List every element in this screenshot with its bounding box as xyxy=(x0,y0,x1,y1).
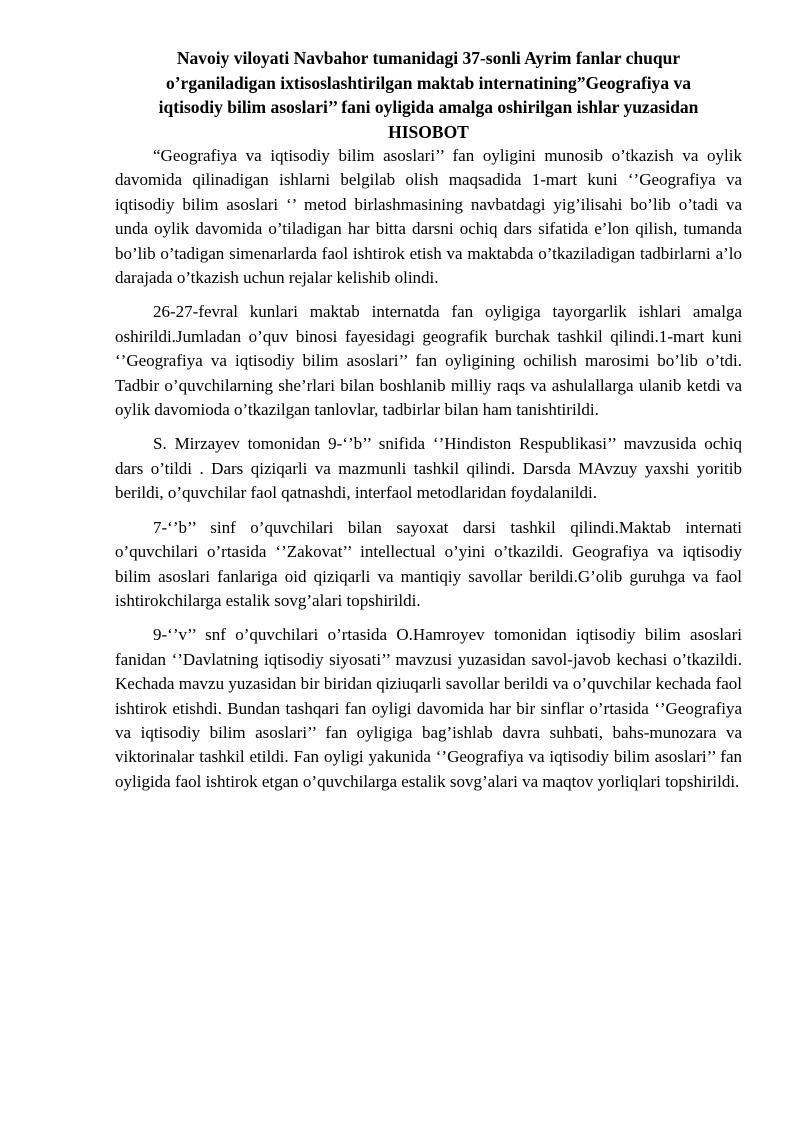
paragraph: S. Mirzayev tomonidan 9-‘’b’’ snifida ‘’Hindiston Respublikasi’’ mavzusida ochiq dars o’tildi . Dars qiziqarli va mazmunli tashkil qilindi. Darsda MAvzuy yaxshi yoritib berildi, o’quvchilar faol qatnashdi, interfaol metodlaridan foydalanildi. xyxy=(115,434,742,503)
document-body xyxy=(115,46,742,804)
title-line: o’rganiladigan ixtisoslashtirilgan maktab internatining”Geografiya va xyxy=(165,72,692,93)
paragraph: 9-‘’v’’ snf o’quvchilari o’rtasida O.Hamroyev tomonidan iqtisodiy bilim asoslari fanidan ‘’Davlatning iqtisodiy siyosati’’ mavzusi yuzasidan savol-javob kechasi o’tkazildi. Kechada mavzu yuzasidan bir biridan qiziuqarli savollar berildi va o’quvchilar kechada faol ishtirok etishdi. Bundan tashqari fan oyligi davomida har bir sinflar o’rtasida ‘’Geografiya va iqtisodiy bilim asoslari’’ fan oyligiga bag’ishlab davra suhbati, bahs-munozara va viktorinalar tashkil etildi. Fan oyligi yakunida ‘’Geografiya va iqtisodiy bilim asoslari’’ fan oyligida faol ishtirok etgan o’quvchilarga estalik sovg’alari va maqtov yorliqlari topshirildi. xyxy=(115,625,742,791)
paragraph: “Geografiya va iqtisodiy bilim asoslari’’ fan oyligini munosib o’tkazish va oylik davomida qilinadigan ishlarni belgilab olish maqsadida 1-mart kuni ‘’Geografiya va iqtisodiy bilim asoslari ‘’ metod birlashmasining navbatdagi yig’ilisahi bo’lib o’tadi va unda oylik davomida o’tiladigan har bitta darsni ochiq dars sifatida e’lon qilish, tumanda bo’lib o’tadigan simenarlarda faol ishtirok etish va maktabda o’tkaziladigan tadbirlarni a’lo darajada o’tkazish uchun rejalar kelishib olindi. xyxy=(115,146,742,288)
paragraph: 7-‘’b’’ sinf o’quvchilari bilan sayoxat darsi tashkil qilindi.Maktab internati o’quvchilari o’rtasida ‘’Zakovat’’ intellectual o’yini o’tkazildi. Geografiya va iqtisodiy bilim asoslari fanlariga oid qiziqarli va mantiqiy savollar berildi.G’olib guruhga va faol ishtirokchilarga estalik sovg’alari topshirildi. xyxy=(115,517,742,610)
title-line: iqtisodiy bilim asoslari’’ fani oyligida amalga oshirilgan ishlar yuzasidan xyxy=(158,97,699,117)
report-title xyxy=(115,46,742,144)
paragraph: 26-27-fevral kunlari maktab internatda fan oyligiga tayorgarlik ishlari amalga oshirildi.Jumladan o’quv binosi fayesidagi geografik burchak tashkil qilindi.1-mart kuni ‘’Geografiya va iqtisodiy bilim asoslari’’ fan oyligining ochilish marosimi bo’lib o’tdi. Tadbir o’quvchilarning she’rlari bilan boshlanib milliy raqs va ashulallarga ulanib ketdi va oylik davomioda o’tkazilgan tanlovlar, tadbirlar bilan ham tanishtirildi. xyxy=(115,302,742,420)
title-heading-hisobot: HISOBOT xyxy=(388,121,469,142)
title-line: Navoiy viloyati Navbahor tumanidagi 37-sonli Ayrim fanlar chuqur xyxy=(176,48,681,68)
